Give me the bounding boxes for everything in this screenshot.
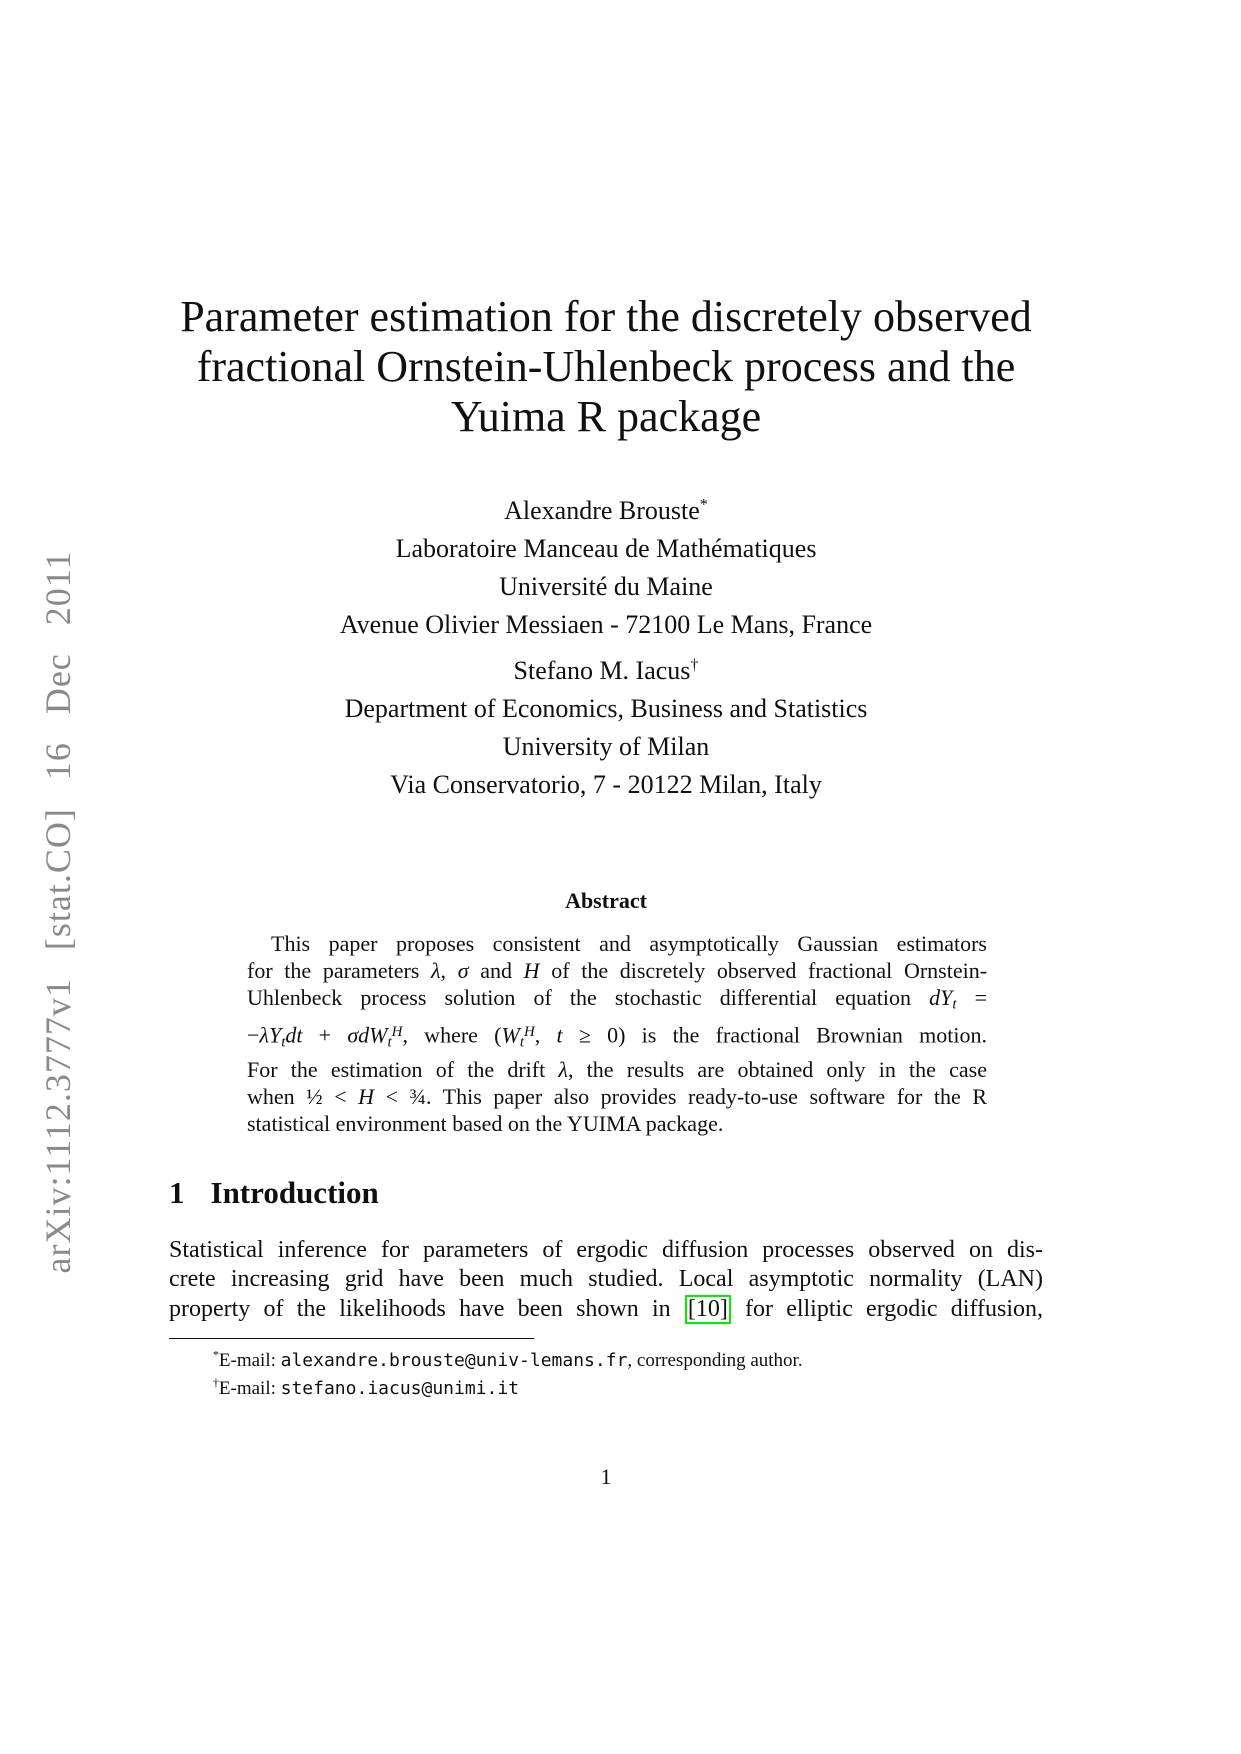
abstract-line: Uhlenbeck process solution of the stochastic differential equation $dY_t$ = xyxy=(247,985,987,1013)
footnote-marker-asterisk: * xyxy=(213,1348,219,1362)
abstract-heading: Abstract xyxy=(565,888,647,913)
footnote-marker-dagger: † xyxy=(690,656,699,674)
affiliation-line: Laboratoire Manceau de Mathématiques xyxy=(395,534,817,563)
citation-link-10[interactable]: [10] xyxy=(685,1295,731,1324)
affiliation-line: University of Milan xyxy=(502,732,710,761)
footnote-line xyxy=(169,1375,1043,1403)
paragraph-text: for elliptic ergodic diffusion, xyxy=(731,1295,1043,1322)
title-line: fractional Ornstein-Uhlenbeck process and the xyxy=(196,342,1016,391)
affiliation-line: Department of Economics, Business and Statistics xyxy=(344,694,868,723)
paragraph-line: crete increasing grid have been much studied. Local asymptotic normality (LAN) xyxy=(169,1266,1043,1293)
author-name xyxy=(169,652,1043,690)
author-name xyxy=(169,492,1043,530)
paragraph-line xyxy=(169,1295,1043,1324)
abstract-body xyxy=(247,930,987,1137)
affiliation-line: Avenue Olivier Messiaen - 72100 Le Mans, France xyxy=(339,610,873,639)
abstract-line: For the estimation of the drift λ, the results are obtained only in the case xyxy=(247,1057,987,1083)
footnote-rule xyxy=(169,1338,534,1339)
section-number: 1 xyxy=(169,1175,185,1210)
email-address: stefano.iacus@unimi.it xyxy=(280,1378,520,1399)
footnote-marker-asterisk: * xyxy=(699,496,708,514)
author-block-iacus xyxy=(169,652,1043,804)
author-name-text: Stefano M. Iacus xyxy=(513,656,691,685)
abstract-line: This paper proposes consistent and asymptotically Gaussian estimators xyxy=(271,931,987,956)
abstract-line: for the parameters λ, σ and H of the discretely observed fractional Ornstein- xyxy=(247,958,988,983)
affiliation-line: Université du Maine xyxy=(499,572,713,601)
page-number: 1 xyxy=(600,1464,612,1489)
section-title: Introduction xyxy=(210,1175,379,1210)
paragraph-line: Statistical inference for parameters of ergodic diffusion processes observed on dis- xyxy=(169,1237,1043,1263)
footnote-label: E-mail: xyxy=(218,1350,281,1371)
arxiv-watermark: arXiv:1112.3777v1 [stat.CO] 16 Dec 2011 xyxy=(38,550,78,1274)
title-line: Parameter estimation for the discretely observed xyxy=(180,292,1032,341)
section-heading-introduction xyxy=(169,1176,1043,1210)
paragraph-text: property of the likelihoods have been shown in xyxy=(169,1295,684,1322)
footnote-suffix: , corresponding author. xyxy=(627,1350,803,1371)
affiliation-line: Via Conservatorio, 7 - 20122 Milan, Italy xyxy=(390,770,822,799)
footnote-line xyxy=(169,1347,1043,1375)
abstract-line: $-\lambda Y_tdt + \sigma dW_t^H$, where ($W_t^H$, t ≥ 0) is the fractional Brownian motion. xyxy=(247,1022,987,1051)
author-block-brouste xyxy=(169,492,1043,644)
abstract-line: statistical environment based on the YUIMA package. xyxy=(247,1111,724,1137)
title-line: Yuima R package xyxy=(450,392,762,441)
footnote-label: E-mail: xyxy=(218,1378,281,1399)
abstract-line: when ½ < H < ¾. This paper also provides ready-to-use software for the R xyxy=(247,1084,988,1110)
introduction-paragraph xyxy=(169,1236,1043,1324)
footnotes xyxy=(169,1347,1043,1403)
footnote-marker-dagger: † xyxy=(213,1376,219,1390)
email-address: alexandre.brouste@univ-lemans.fr xyxy=(280,1350,628,1371)
paper-title xyxy=(169,292,1043,442)
author-name-text: Alexandre Brouste xyxy=(504,496,700,525)
